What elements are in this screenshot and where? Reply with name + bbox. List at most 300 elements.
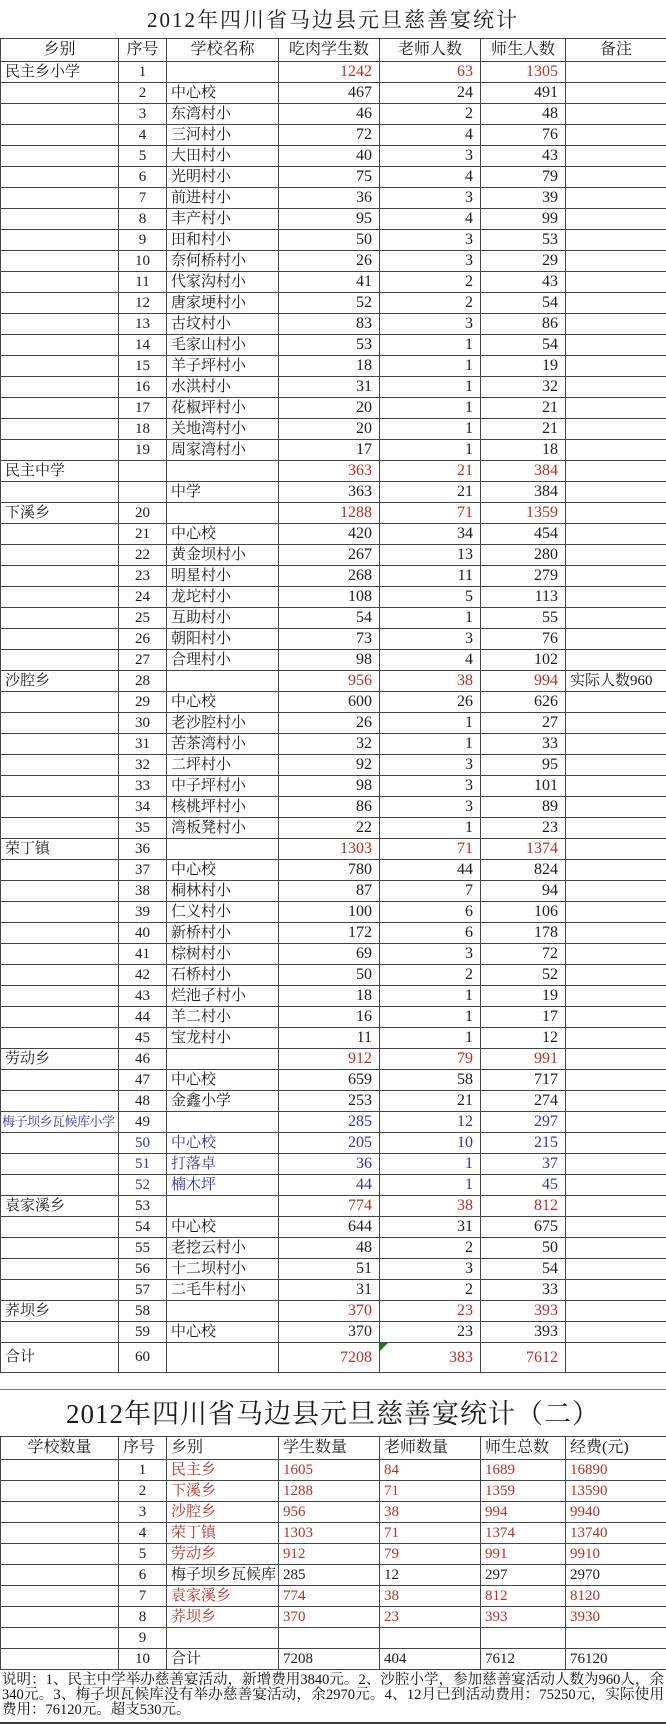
table-cell — [1, 1007, 119, 1028]
table-cell: 71 — [380, 503, 481, 524]
table-cell — [566, 440, 666, 461]
table-cell — [1, 419, 119, 440]
table-cell: 370 — [279, 1322, 380, 1343]
table-cell: 黄金坝村小 — [167, 545, 279, 566]
table-cell — [1, 608, 119, 629]
table-cell: 27 — [481, 713, 566, 734]
table-cell: 17 — [481, 1007, 566, 1028]
table-cell: 东湾村小 — [167, 104, 279, 125]
table-row — [1, 1523, 666, 1544]
table-cell: 274 — [481, 1091, 566, 1112]
table-cell — [1, 1523, 119, 1544]
table-cell: 民主乡小学 — [1, 62, 119, 83]
table-cell — [566, 125, 666, 146]
table-cell: 991 — [481, 1544, 566, 1565]
table-cell: 6 — [119, 1565, 167, 1586]
table-cell: 3 — [380, 944, 481, 965]
table-cell — [1, 1565, 119, 1586]
table-cell — [566, 797, 666, 818]
table-cell: 36 — [279, 188, 380, 209]
table-cell: 1 — [119, 1460, 167, 1481]
table-cell: 51 — [279, 1259, 380, 1280]
table-cell: 17 — [279, 440, 380, 461]
table-cell: 1 — [380, 818, 481, 839]
table-cell: 古坟村小 — [167, 314, 279, 335]
table-row — [1, 1112, 666, 1133]
table-cell — [566, 545, 666, 566]
table-cell: 5 — [119, 146, 167, 167]
table-cell: 12 — [119, 293, 167, 314]
table-cell: 384 — [481, 482, 566, 503]
table-cell — [1, 1154, 119, 1175]
table-row — [1, 1154, 666, 1175]
table-cell: 13 — [380, 545, 481, 566]
table-cell — [1, 1481, 119, 1502]
table-cell: 69 — [279, 944, 380, 965]
table-cell: 18 — [279, 356, 380, 377]
table-cell: 11 — [119, 272, 167, 293]
table-cell: 21 — [481, 419, 566, 440]
table-cell — [380, 1628, 481, 1649]
table-cell: 6 — [380, 902, 481, 923]
table-cell: 38 — [380, 671, 481, 692]
table-cell — [566, 293, 666, 314]
table-row — [1, 839, 666, 860]
table-cell: 11 — [279, 1028, 380, 1049]
table2-title: 2012年四川省马边县元旦慈善宴统计（二） — [0, 1390, 666, 1436]
table-cell: 912 — [279, 1544, 380, 1565]
table-row — [1, 419, 666, 440]
table-cell — [566, 755, 666, 776]
table-cell — [566, 230, 666, 251]
table-cell: 50 — [481, 1238, 566, 1259]
table-cell: 51 — [119, 1154, 167, 1175]
table-cell — [1, 986, 119, 1007]
table-cell: 14 — [119, 335, 167, 356]
table-cell — [566, 1301, 666, 1322]
table-cell — [566, 1217, 666, 1238]
table2-header-row — [1, 1437, 666, 1460]
table-cell — [566, 356, 666, 377]
table-cell: 912 — [279, 1049, 380, 1070]
table-row — [1, 104, 666, 125]
table-cell — [1, 1460, 119, 1481]
table-cell: 393 — [481, 1301, 566, 1322]
table-cell — [566, 1070, 666, 1091]
table-cell: 32 — [481, 377, 566, 398]
table-cell: 互助村小 — [167, 608, 279, 629]
table-cell: 86 — [481, 314, 566, 335]
table-row — [1, 545, 666, 566]
table-cell: 湾板凳村小 — [167, 818, 279, 839]
table-row — [1, 461, 666, 482]
table-cell: 75 — [279, 167, 380, 188]
table-cell — [1, 1649, 119, 1670]
table-cell: 3 — [380, 251, 481, 272]
table-cell: 前进村小 — [167, 188, 279, 209]
table-cell — [1, 587, 119, 608]
table-cell — [1, 104, 119, 125]
table-cell: 3 — [380, 146, 481, 167]
table-cell: 29 — [119, 692, 167, 713]
table-cell: 178 — [481, 923, 566, 944]
table-cell — [1, 713, 119, 734]
table-cell: 31 — [279, 1280, 380, 1301]
table-cell: 454 — [481, 524, 566, 545]
table-cell: 38 — [380, 1196, 481, 1217]
table-cell: 25 — [119, 608, 167, 629]
table-cell — [1, 356, 119, 377]
table-cell: 33 — [119, 776, 167, 797]
table-cell: 280 — [481, 545, 566, 566]
table-cell — [566, 272, 666, 293]
table-cell: 297 — [481, 1565, 566, 1586]
table-cell: 烂池子村小 — [167, 986, 279, 1007]
table-cell: 49 — [119, 1112, 167, 1133]
table-cell: 1 — [380, 1175, 481, 1196]
column-header: 吃肉学生数 — [279, 39, 380, 62]
table-row — [1, 1133, 666, 1154]
table-cell: 7208 — [279, 1649, 380, 1670]
table-cell — [1, 776, 119, 797]
table-cell: 267 — [279, 545, 380, 566]
table-row — [1, 1196, 666, 1217]
table-cell: 6 — [119, 167, 167, 188]
table-cell: 20 — [279, 398, 380, 419]
table-cell — [167, 1301, 279, 1322]
table-cell: 中心校 — [167, 83, 279, 104]
table-cell — [119, 461, 167, 482]
table-cell: 7208 — [279, 1343, 380, 1373]
table-cell: 79 — [380, 1544, 481, 1565]
table-cell — [566, 776, 666, 797]
table-cell: 659 — [279, 1070, 380, 1091]
table-cell: 58 — [380, 1070, 481, 1091]
table-cell — [1, 83, 119, 104]
table-cell: 52 — [279, 293, 380, 314]
table-row — [1, 1028, 666, 1049]
table-cell: 16 — [119, 377, 167, 398]
table-cell — [1, 1259, 119, 1280]
table-cell — [167, 839, 279, 860]
table-cell: 水洪村小 — [167, 377, 279, 398]
table-row — [1, 1628, 666, 1649]
table-cell: 26 — [279, 713, 380, 734]
table-cell — [1, 965, 119, 986]
table-cell — [1, 566, 119, 587]
table-cell: 56 — [119, 1259, 167, 1280]
table-cell: 106 — [481, 902, 566, 923]
table-cell: 79 — [380, 1049, 481, 1070]
table-cell: 唐家埂村小 — [167, 293, 279, 314]
table-cell: 十二坝村小 — [167, 1259, 279, 1280]
table-cell: 21 — [481, 398, 566, 419]
table-cell: 86 — [279, 797, 380, 818]
table-cell — [1, 902, 119, 923]
table-cell: 苦茶湾村小 — [167, 734, 279, 755]
table-cell — [566, 1628, 666, 1649]
table-cell: 285 — [279, 1112, 380, 1133]
table-cell: 合计 — [1, 1343, 119, 1373]
table-cell: 中学 — [167, 482, 279, 503]
table-cell — [566, 335, 666, 356]
table-cell: 1 — [380, 734, 481, 755]
column-header: 序号 — [119, 39, 167, 62]
table-row — [1, 755, 666, 776]
table-cell: 50 — [279, 230, 380, 251]
table-cell: 1 — [119, 62, 167, 83]
table-row — [1, 524, 666, 545]
table-cell: 3 — [380, 230, 481, 251]
table-row — [1, 251, 666, 272]
table-cell — [566, 1259, 666, 1280]
table-cell: 32 — [119, 755, 167, 776]
table-cell: 梅子坝乡瓦候库小学 — [1, 1112, 119, 1133]
table-cell — [1, 650, 119, 671]
table-cell — [566, 713, 666, 734]
table-cell: 三河村小 — [167, 125, 279, 146]
table-cell: 31 — [380, 1217, 481, 1238]
table-row — [1, 776, 666, 797]
table-cell: 9 — [119, 230, 167, 251]
table-cell: 1359 — [481, 1481, 566, 1502]
table-cell — [1, 944, 119, 965]
table-cell: 10 — [119, 1649, 167, 1670]
column-header: 老师人数 — [380, 39, 481, 62]
table-cell: 824 — [481, 860, 566, 881]
table-cell: 40 — [119, 923, 167, 944]
table-cell — [566, 1322, 666, 1343]
table-cell: 2 — [119, 83, 167, 104]
table-cell: 92 — [279, 755, 380, 776]
table-row — [1, 734, 666, 755]
table-cell — [566, 1133, 666, 1154]
table-row — [1, 398, 666, 419]
table-row — [1, 125, 666, 146]
table-cell: 2970 — [566, 1565, 666, 1586]
table-row — [1, 1091, 666, 1112]
table-row — [1, 818, 666, 839]
table-cell — [1, 230, 119, 251]
table-cell — [566, 188, 666, 209]
table-cell: 384 — [481, 461, 566, 482]
table-cell: 9 — [119, 1628, 167, 1649]
table-cell — [1, 818, 119, 839]
table-cell — [566, 839, 666, 860]
table-cell: 7 — [119, 188, 167, 209]
table-cell — [566, 314, 666, 335]
table-cell — [1, 272, 119, 293]
table-cell: 46 — [279, 104, 380, 125]
table-cell — [167, 671, 279, 692]
table-cell: 1 — [380, 1007, 481, 1028]
table-cell: 48 — [119, 1091, 167, 1112]
table-cell: 2 — [380, 293, 481, 314]
table-cell — [1, 1544, 119, 1565]
table-cell: 29 — [481, 251, 566, 272]
table-cell: 21 — [119, 524, 167, 545]
table-cell — [1, 755, 119, 776]
table-cell — [566, 209, 666, 230]
table-cell: 3 — [119, 104, 167, 125]
table-cell: 27 — [119, 650, 167, 671]
table-cell: 13 — [119, 314, 167, 335]
table-cell — [566, 1028, 666, 1049]
table-cell: 1689 — [481, 1460, 566, 1481]
table-cell: 32 — [279, 734, 380, 755]
table-cell: 1305 — [481, 62, 566, 83]
table-cell: 101 — [481, 776, 566, 797]
table-cell: 95 — [481, 755, 566, 776]
table-cell: 18 — [119, 419, 167, 440]
table-row — [1, 1259, 666, 1280]
table-cell: 奈何桥村小 — [167, 251, 279, 272]
table-cell — [566, 965, 666, 986]
table-cell: 55 — [119, 1238, 167, 1259]
table-row — [1, 902, 666, 923]
table-cell: 43 — [481, 272, 566, 293]
table-cell: 8 — [119, 209, 167, 230]
table-cell: 73 — [279, 629, 380, 650]
table1-header-row — [1, 39, 666, 62]
table-cell: 田和村小 — [167, 230, 279, 251]
column-header: 师生人数 — [481, 39, 566, 62]
column-header: 师生总数 — [481, 1437, 566, 1460]
table-cell — [167, 1628, 279, 1649]
table-cell: 2 — [380, 104, 481, 125]
table-cell — [566, 1049, 666, 1070]
table-cell: 30 — [119, 713, 167, 734]
table-cell: 52 — [119, 1175, 167, 1196]
table-cell — [1, 146, 119, 167]
table-cell — [566, 524, 666, 545]
table-row — [1, 1343, 666, 1373]
table-cell: 100 — [279, 902, 380, 923]
table-cell: 38 — [380, 1586, 481, 1607]
table-cell: 丰产村小 — [167, 209, 279, 230]
table-cell: 二毛牛村小 — [167, 1280, 279, 1301]
table-cell: 1 — [380, 335, 481, 356]
table-cell: 113 — [481, 587, 566, 608]
table-row — [1, 944, 666, 965]
table-cell: 2 — [380, 965, 481, 986]
table-cell — [566, 503, 666, 524]
table-cell: 99 — [481, 209, 566, 230]
table-row — [1, 482, 666, 503]
column-header: 学校数量 — [1, 1437, 119, 1460]
table-row — [1, 1502, 666, 1523]
table-cell: 1374 — [481, 1523, 566, 1544]
table-cell: 44 — [119, 1007, 167, 1028]
table-cell — [167, 62, 279, 83]
table-cell: 打落卓 — [167, 1154, 279, 1175]
table-cell: 54 — [481, 293, 566, 314]
table-row — [1, 713, 666, 734]
table-cell — [566, 146, 666, 167]
table-cell — [1, 1586, 119, 1607]
table-cell: 12 — [380, 1565, 481, 1586]
column-header: 备注 — [566, 39, 666, 62]
table-cell: 毛家山村小 — [167, 335, 279, 356]
table-cell: 中心校 — [167, 692, 279, 713]
table-cell — [566, 1238, 666, 1259]
table-cell: 53 — [279, 335, 380, 356]
table-cell: 108 — [279, 587, 380, 608]
table-row — [1, 1049, 666, 1070]
table-cell: 4 — [380, 650, 481, 671]
table-cell: 1 — [380, 419, 481, 440]
table-cell — [566, 1007, 666, 1028]
table-cell: 31 — [119, 734, 167, 755]
table-cell: 明星村小 — [167, 566, 279, 587]
table-row — [1, 1565, 666, 1586]
table-row — [1, 608, 666, 629]
table-cell: 代家沟村小 — [167, 272, 279, 293]
table-cell: 71 — [380, 1523, 481, 1544]
table-cell: 72 — [279, 125, 380, 146]
table-cell: 54 — [481, 1259, 566, 1280]
table-cell: 34 — [380, 524, 481, 545]
table-cell: 15 — [119, 356, 167, 377]
table-cell: 19 — [481, 986, 566, 1007]
table-cell: 1 — [380, 398, 481, 419]
table-cell — [1, 167, 119, 188]
table-cell — [1, 1175, 119, 1196]
table-row — [1, 83, 666, 104]
table-cell: 荞坝乡 — [1, 1301, 119, 1322]
table-cell — [566, 944, 666, 965]
table-row — [1, 629, 666, 650]
column-header: 经费(元) — [566, 1437, 666, 1460]
table-row — [1, 1607, 666, 1628]
table-cell — [279, 1628, 380, 1649]
table-cell: 下溪乡 — [167, 1481, 279, 1502]
table-cell: 26 — [279, 251, 380, 272]
table-cell: 合理村小 — [167, 650, 279, 671]
table-cell — [566, 1196, 666, 1217]
table-cell — [1, 125, 119, 146]
table-cell: 3 — [380, 1259, 481, 1280]
column-header: 学生数量 — [279, 1437, 380, 1460]
table-cell — [566, 251, 666, 272]
table-row — [1, 356, 666, 377]
table-cell: 7612 — [481, 1343, 566, 1373]
table-cell: 89 — [481, 797, 566, 818]
table-cell: 宝龙村小 — [167, 1028, 279, 1049]
table-cell: 46 — [119, 1049, 167, 1070]
table-cell: 周家湾村小 — [167, 440, 279, 461]
table-cell: 45 — [481, 1175, 566, 1196]
table-cell — [566, 482, 666, 503]
table-cell: 中心校 — [167, 1217, 279, 1238]
table-spacer — [0, 1373, 666, 1389]
table-cell — [167, 1112, 279, 1133]
table-cell: 2 — [119, 1481, 167, 1502]
table-cell — [1, 1133, 119, 1154]
table-row — [1, 1301, 666, 1322]
table-cell — [1, 545, 119, 566]
table-cell — [1, 1322, 119, 1343]
table-cell: 8120 — [566, 1586, 666, 1607]
table-cell — [167, 1049, 279, 1070]
table-cell: 41 — [279, 272, 380, 293]
table-cell: 16890 — [566, 1460, 666, 1481]
table-cell: 关地湾村小 — [167, 419, 279, 440]
table-cell: 54 — [119, 1217, 167, 1238]
table-row — [1, 62, 666, 83]
table-cell: 仁义村小 — [167, 902, 279, 923]
column-header: 乡别 — [167, 1437, 279, 1460]
